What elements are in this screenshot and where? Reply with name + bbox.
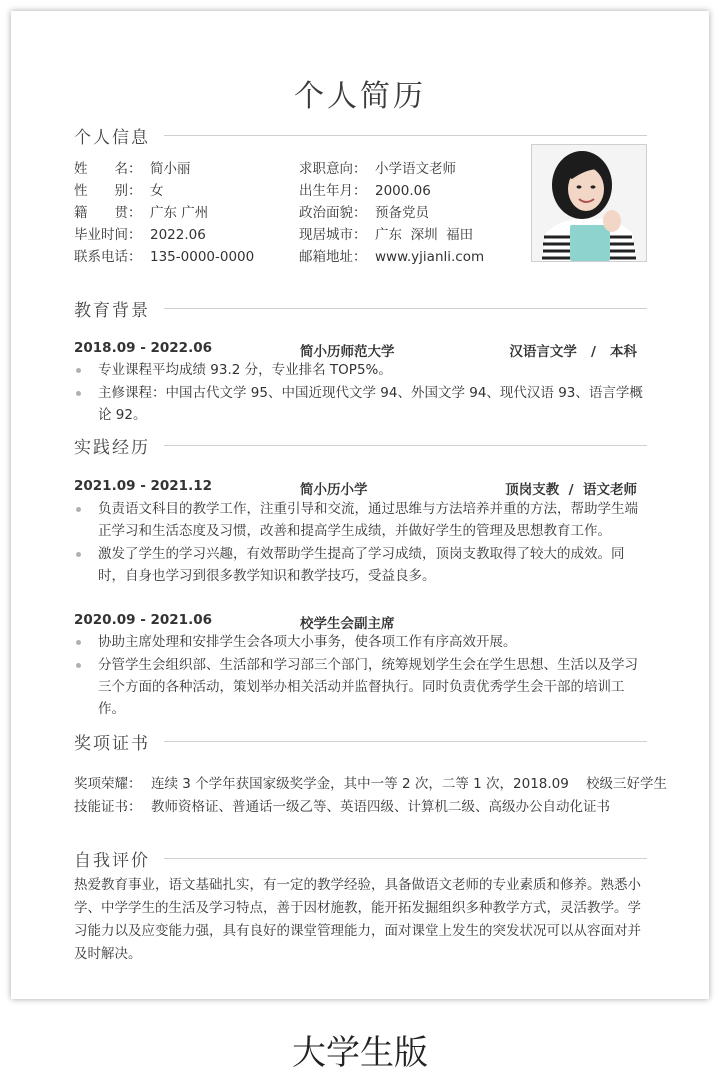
section-education-header	[74, 296, 647, 320]
practice-bullet: 协助主席处理和安排学生会各项大小事务，使各项工作有序高效开展。	[98, 631, 647, 653]
info-birth: 出生年月： 2000.06	[299, 183, 431, 199]
practice-entry-header	[74, 478, 647, 498]
practice-entry-header	[74, 612, 647, 632]
education-bullet: 主修课程：中国古代文学 95、中国近现代文学 94、外国文学 94、现代汉语 93、语言学概论 92。	[98, 382, 647, 426]
section-divider	[162, 135, 647, 136]
section-practice-title: 实践经历	[74, 433, 164, 458]
section-divider	[162, 858, 647, 859]
practice-org: 校学生会副主席	[300, 616, 395, 632]
info-email: 邮箱地址： www.yjianli.com	[299, 249, 485, 265]
education-bullet: 专业课程平均成绩 93.2 分，专业排名 TOP5%。	[98, 359, 647, 381]
practice-date: 2020.09 - 2021.06	[74, 612, 212, 628]
education-entry-header	[74, 340, 647, 360]
award-row: 奖项荣耀： 连续 3 个学年获国家级奖学金，其中一等 2 次，二等 1 次，2018.09 校级三好学生	[74, 776, 668, 792]
section-awards-header	[74, 729, 647, 753]
info-city: 现居城市： 广东 深圳 福田	[299, 227, 474, 243]
info-political: 政治面貌： 预备党员	[299, 205, 429, 221]
section-practice-header	[74, 433, 647, 457]
self-evaluation-text: 热爱教育事业，语文基础扎实，有一定的教学经验，具备做语文老师的专业素质和修养。熟悉小学、中学学生的生活及学习特点，善于因材施教，能开拓发掘组织多种教学方式，灵活教学。学习能力以及应变能力强，具有良好的课堂管理能力，面对课堂上发生的突发状况可以从容面对并及时解决。	[74, 877, 641, 962]
practice-role: 顶岗支教 / 语文老师	[505, 482, 637, 498]
practice-bullet: 激发了学生的学习兴趣，有效帮助学生提高了学习成绩，顶岗支教取得了较大的成效。同时，自身也学习到很多教学知识和教学技巧，受益良多。	[98, 543, 647, 587]
education-major: 汉语言文学 / 本科	[509, 344, 637, 360]
portrait-illustration	[532, 145, 646, 261]
info-phone: 联系电话： 135-0000-0000	[74, 249, 255, 265]
info-name: 姓 名： 简小丽	[74, 161, 191, 177]
section-self-header	[74, 846, 647, 870]
info-graduation: 毕业时间： 2022.06	[74, 227, 206, 243]
practice-bullet: 负责语文科目的教学工作，注重引导和交流，通过思维与方法培养并重的方法，帮助学生端正学习和生活态度及习惯，改善和提高学生成绩，并做好学生的管理及思想教育工作。	[98, 498, 647, 542]
profile-photo	[531, 144, 647, 262]
info-hometown: 籍 贯： 广东 广州	[74, 205, 209, 221]
resume-title: 个人简历	[294, 79, 426, 114]
info-objective: 求职意向： 小学语文老师	[299, 161, 456, 177]
certificate-row: 技能证书： 教师资格证、普通话一级乙等、英语四级、计算机二级、高级办公自动化证书	[74, 799, 610, 815]
resume-page	[11, 11, 709, 999]
version-caption: 大学生版	[292, 1033, 428, 1073]
practice-date: 2021.09 - 2021.12	[74, 478, 212, 494]
practice-bullet: 分管学生会组织部、生活部和学习部三个部门，统筹规划学生会在学生思想、生活以及学习三个方面的各种活动，策划举办相关活动并监督执行。同时负责优秀学生会干部的培训工作。	[98, 654, 647, 720]
practice-org: 简小历小学	[300, 482, 368, 498]
education-school: 简小历师范大学	[300, 344, 395, 360]
education-date: 2018.09 - 2022.06	[74, 340, 212, 356]
section-divider	[162, 308, 647, 309]
section-divider	[162, 445, 647, 446]
section-personal-title: 个人信息	[74, 123, 164, 148]
section-education-title: 教育背景	[74, 296, 164, 321]
info-gender: 性 别： 女	[74, 183, 164, 199]
section-self-title: 自我评价	[74, 846, 164, 871]
section-divider	[162, 741, 647, 742]
section-awards-title: 奖项证书	[74, 729, 164, 754]
